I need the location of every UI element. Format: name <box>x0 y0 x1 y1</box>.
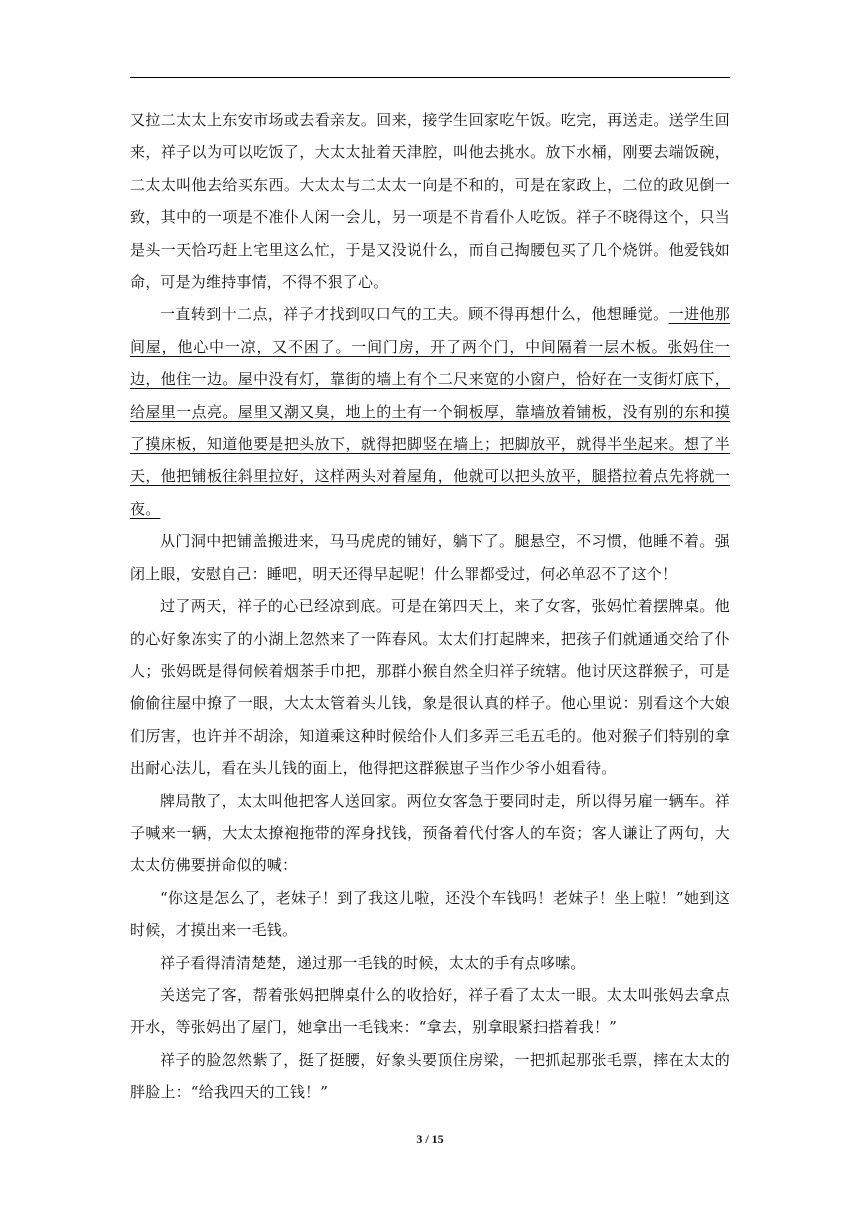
paragraph-3: 从门洞中把铺盖搬进来，马马虎虎的铺好，躺下了。腿悬空，不习惯，他睡不着。强闭上眼，安慰自己：睡吧，明天还得早起呢！什么罪都受过，何必单忍不了这个！ <box>130 532 730 583</box>
paragraph-8: 关送完了客，帮着张妈把牌桌什么的收拾好，祥子看了太太一眼。太太叫张妈去拿点开水，等张妈出了屋门，她拿出一毛钱来：“拿去，别拿眼紧扫搭着我！” <box>130 985 730 1037</box>
paragraph-9: 祥子的脸忽然紫了，挺了挺腰，好象头要顶住房梁，一把抓起那张毛票，摔在太太的胖脸上：“给我四天的工钱！” <box>130 1050 730 1102</box>
paragraph-5: 牌局散了，太太叫他把客人送回家。两位女客急于要同时走，所以得另雇一辆车。祥子喊来一辆，大太太撩袍拖带的浑身找钱，预备着代付客人的车资；客人谦让了两句，大太太仿佛要拼命似的喊： <box>130 791 730 875</box>
body-text <box>130 104 730 1109</box>
header-rule <box>130 77 730 78</box>
paragraph-2 <box>130 298 730 525</box>
paragraph-6: “你这是怎么了，老妹子！到了我这儿啦，还没个车钱吗！老妹子！坐上啦！”她到这时候，才摸出来一毛钱。 <box>130 888 730 940</box>
paragraph-4: 过了两天，祥子的心已经凉到底。可是在第四天上，来了女客，张妈忙着摆牌桌。他的心好象冻实了的小湖上忽然来了一阵春风。太太们打起牌来，把孩子们就通通交给了仆人；张妈既是得伺候着烟茶手巾把，那群小猴自然全归祥子统辖。他讨厌这群猴子，可是偷偷往屋中撩了一眼，大太太管着头儿钱，象是很认真的样子。他心里说：别看这个大娘们厉害，也许并不胡涂，知道乘这种时候给仆人们多弄三毛五毛的。他对猴子们特别的拿出耐心法儿，看在头儿钱的面上，他得把这群猴崽子当作少爷小姐看待。 <box>130 597 730 778</box>
underlined-passage: 一进他那间屋，他心中一凉，又不困了。一间门房，开了两个门，中间隔着一层木板。张妈住一边，他住一边。屋中没有灯，靠街的墙上有个二尺来宽的小窗户，恰好在一支街灯底下，给屋里一点亮。屋里又潮又臭，地上的土有一个铜板厚，靠墙放着铺板，没有别的东和摸了摸床板，知道他要是把头放下，就得把脚竖在墙上；把脚放平，就得半坐起来。想了半天，他把铺板往斜里拉好，这样两头对着屋角，他就可以把头放平，腿搭拉着点先将就一夜。 <box>130 305 730 518</box>
paragraph-7: 祥子看得清清楚楚，递过那一毛钱的时候，太太的手有点哆嗦。 <box>160 953 586 972</box>
paragraph-1: 又拉二太太上东安市场或去看亲友。回来，接学生回家吃午饭。吃完，再送走。送学生回来，祥子以为可以吃饭了，大太太扯着天津腔，叫他去挑水。放下水桶，刚要去端饭碗，二太太叫他去给买东西。大太太与二太太一向是不和的，可是在家政上，二位的政见倒一致，其中的一项是不准仆人闲一会儿，另一项是不肯看仆人吃饭。祥子不晓得这个，只当是头一天恰巧赶上宅里这么忙，于是又没说什么，而自己掏腰包买了几个烧饼。他爱钱如命，可是为维持事情，不得不狠了心。 <box>130 111 730 292</box>
page-number: 3 / 15 <box>416 1132 444 1146</box>
paragraph-2-lead: 一直转到十二点，祥子才找到叹口气的工夫。顾不得再想什么，他想睡觉。 <box>160 305 669 324</box>
